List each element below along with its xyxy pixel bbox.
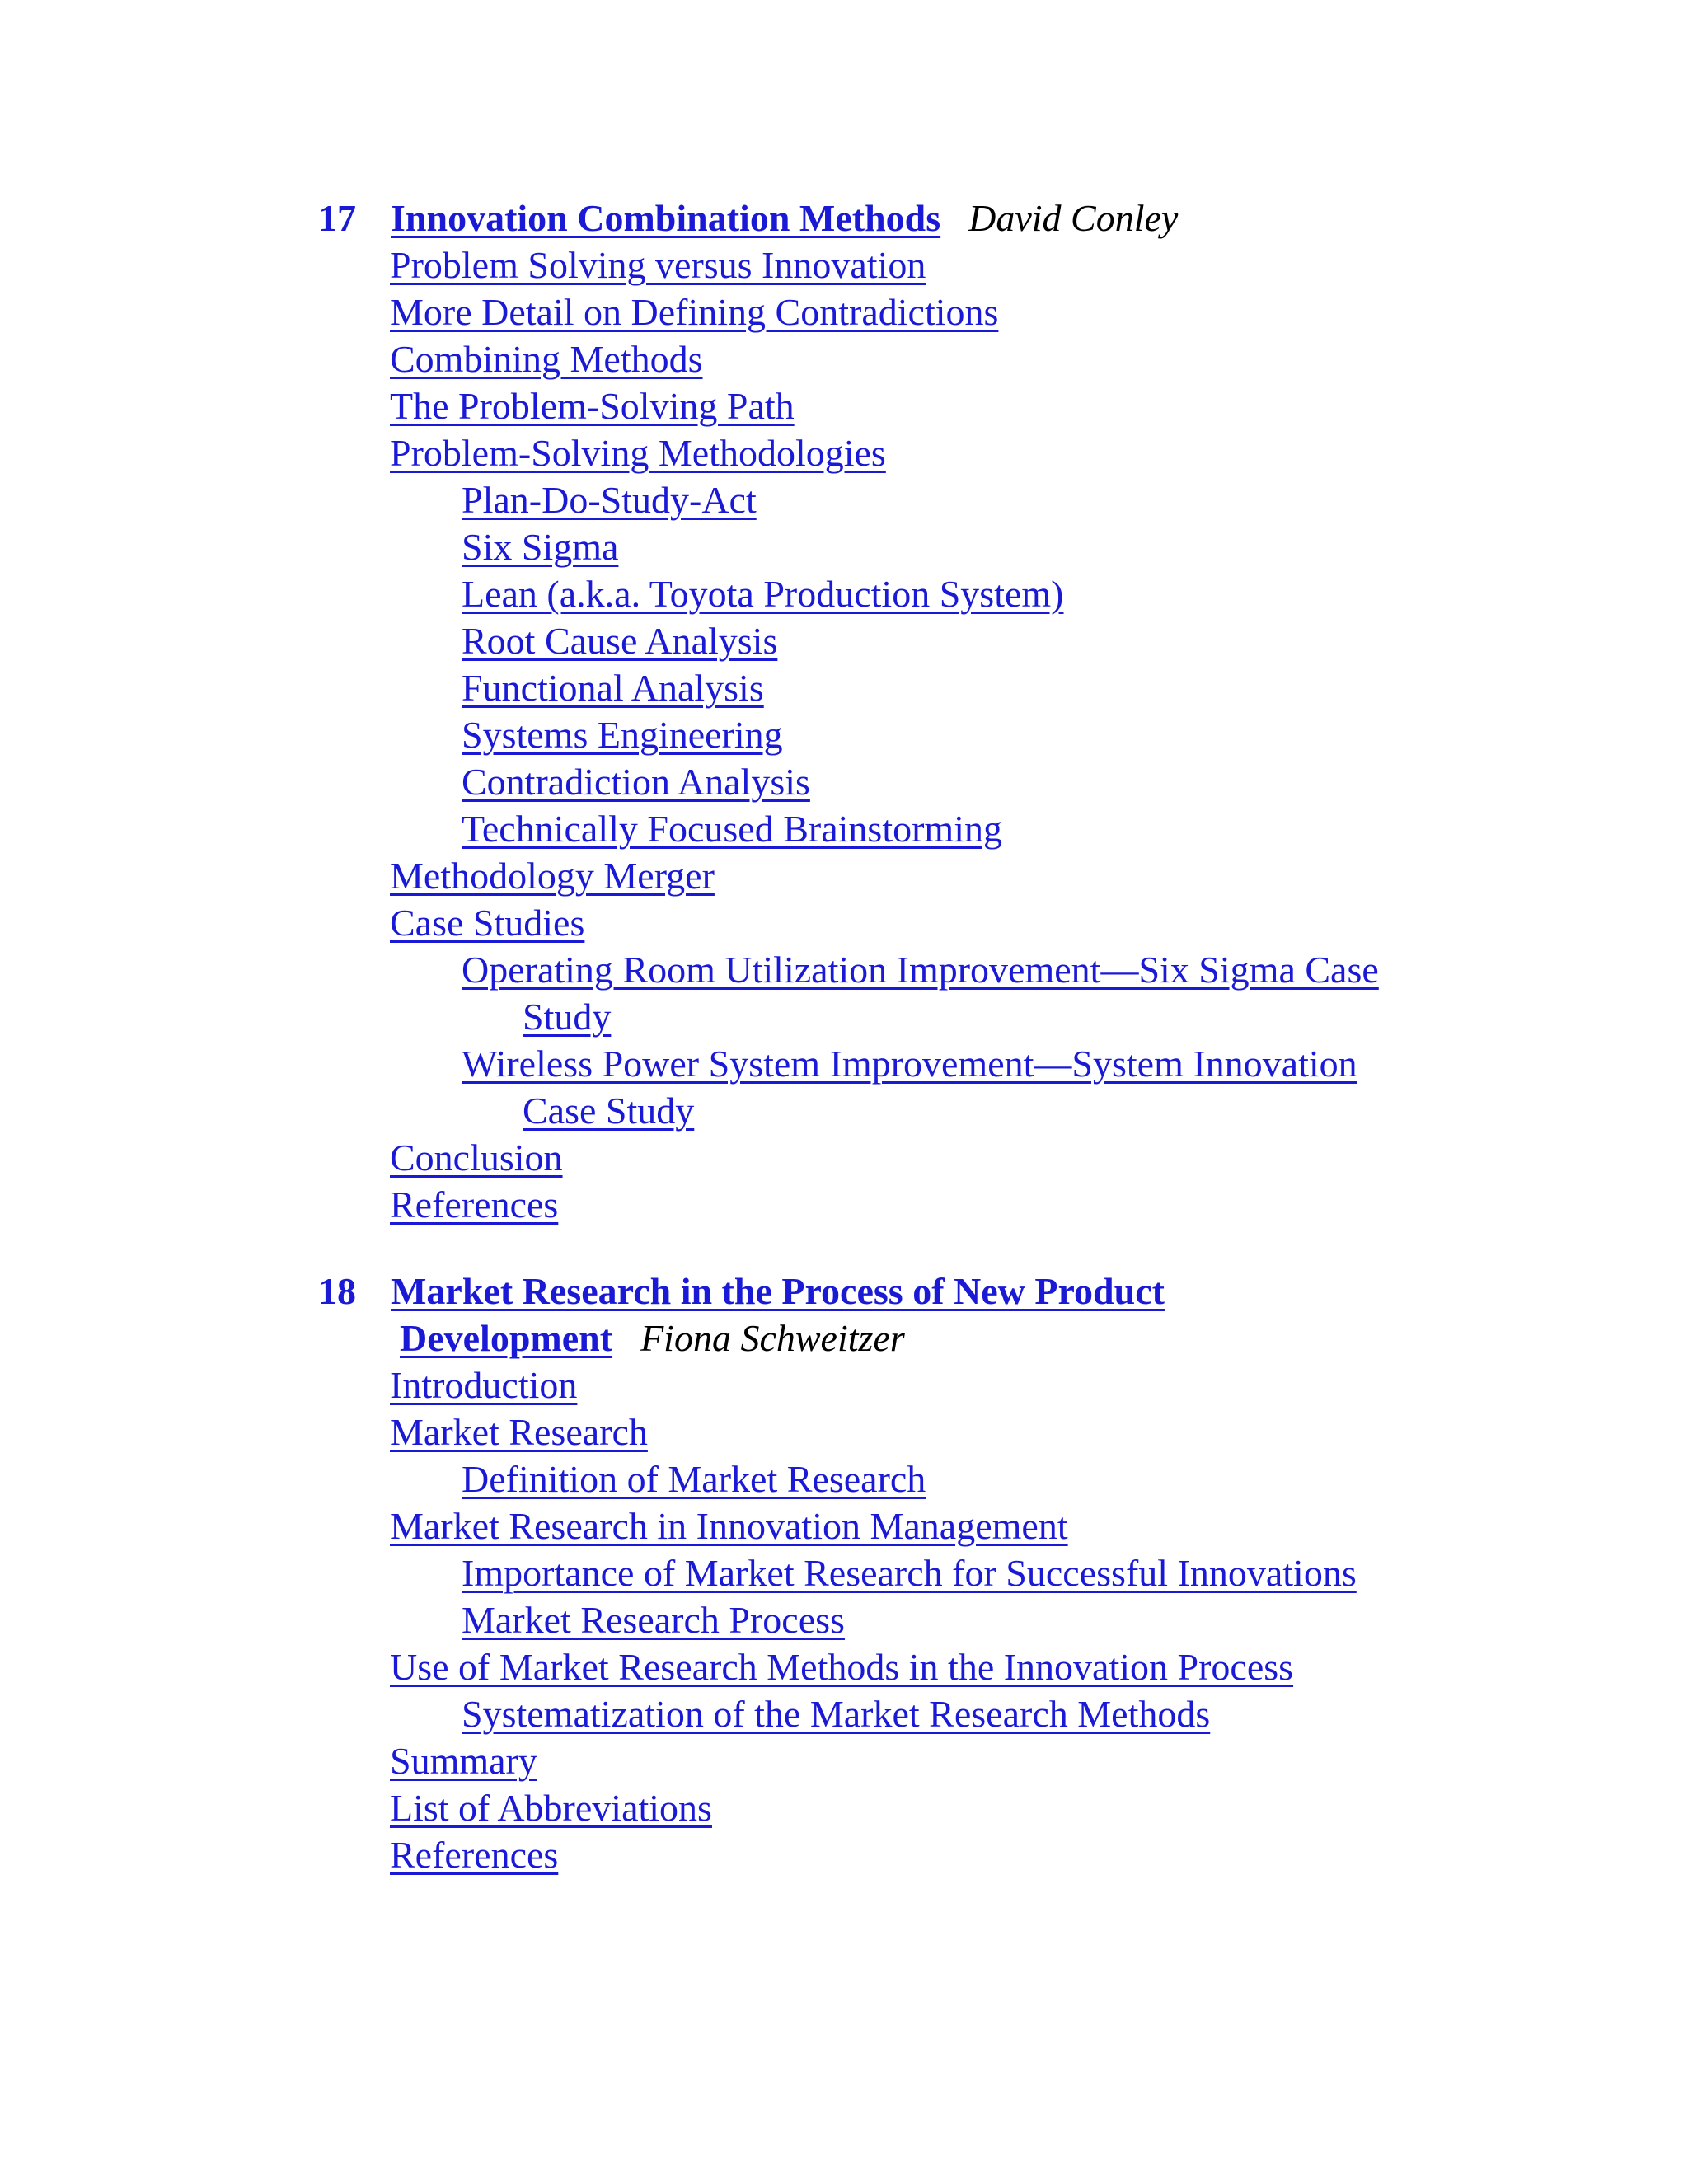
toc-entry[interactable]: Use of Market Research Methods in the Innovation Process	[390, 1646, 1294, 1688]
toc-entry[interactable]: Methodology Merger	[390, 855, 715, 897]
toc-subentry[interactable]: Market Research Process	[462, 1599, 845, 1641]
toc-subentry[interactable]: Operating Room Utilization Improvement—Six Sigma Case	[462, 949, 1379, 991]
chapter-18-heading-continuation	[400, 1315, 905, 1361]
toc-subentry-continuation[interactable]: Case Study	[523, 1090, 695, 1132]
toc-subentry[interactable]: Systems Engineering	[462, 714, 783, 756]
toc-entry[interactable]: Market Research in Innovation Management	[390, 1505, 1068, 1547]
toc-entry[interactable]: Problem-Solving Methodologies	[390, 432, 886, 474]
toc-entry[interactable]: Conclusion	[390, 1137, 563, 1179]
toc-entry[interactable]: References	[390, 1834, 559, 1876]
toc-entry[interactable]: Combining Methods	[390, 338, 703, 380]
toc-subentry[interactable]: Six Sigma	[462, 526, 619, 568]
toc-subentry[interactable]: Functional Analysis	[462, 667, 764, 709]
toc-entry[interactable]: Introduction	[390, 1364, 578, 1406]
chapter-title: Innovation Combination Methods	[391, 197, 941, 239]
toc-subentry[interactable]: Technically Focused Brainstorming	[462, 808, 1002, 850]
chapter-author: Fiona Schweitzer	[640, 1317, 905, 1359]
toc-entry[interactable]: Market Research	[390, 1411, 648, 1453]
chapter-author: David Conley	[968, 197, 1179, 239]
toc-subentry[interactable]: Wireless Power System Improvement—System Innovation	[462, 1043, 1357, 1085]
toc-entry[interactable]: Case Studies	[390, 902, 585, 944]
chapter-18-heading	[318, 1268, 1165, 1315]
toc-entry[interactable]: More Detail on Defining Contradictions	[390, 291, 999, 333]
chapter-title-continuation[interactable]: Development	[400, 1317, 613, 1359]
chapter-number: 18	[318, 1270, 356, 1312]
chapter-number: 17	[318, 197, 356, 239]
chapter-18-link[interactable]	[318, 1270, 1165, 1312]
toc-subentry[interactable]: Contradiction Analysis	[462, 761, 810, 803]
toc-entry[interactable]: References	[390, 1183, 559, 1226]
toc-subentry[interactable]: Systematization of the Market Research Methods	[462, 1693, 1211, 1735]
chapter-title: Market Research in the Process of New Product	[391, 1270, 1165, 1312]
toc-subentry[interactable]: Root Cause Analysis	[462, 620, 778, 662]
toc-subentry[interactable]: Lean (a.k.a. Toyota Production System)	[462, 573, 1064, 615]
toc-entry[interactable]: The Problem-Solving Path	[390, 385, 795, 427]
toc-entry[interactable]: List of Abbreviations	[390, 1787, 712, 1829]
toc-subentry[interactable]: Importance of Market Research for Successful Innovations	[462, 1552, 1357, 1594]
toc-entry[interactable]: Summary	[390, 1740, 537, 1782]
toc-subentry[interactable]: Plan-Do-Study-Act	[462, 479, 757, 521]
chapter-17-link[interactable]	[318, 197, 940, 239]
toc-subentry[interactable]: Definition of Market Research	[462, 1458, 926, 1500]
chapter-17-heading	[318, 194, 1178, 241]
toc-entry[interactable]: Problem Solving versus Innovation	[390, 244, 926, 286]
toc-subentry-continuation[interactable]: Study	[523, 996, 612, 1038]
